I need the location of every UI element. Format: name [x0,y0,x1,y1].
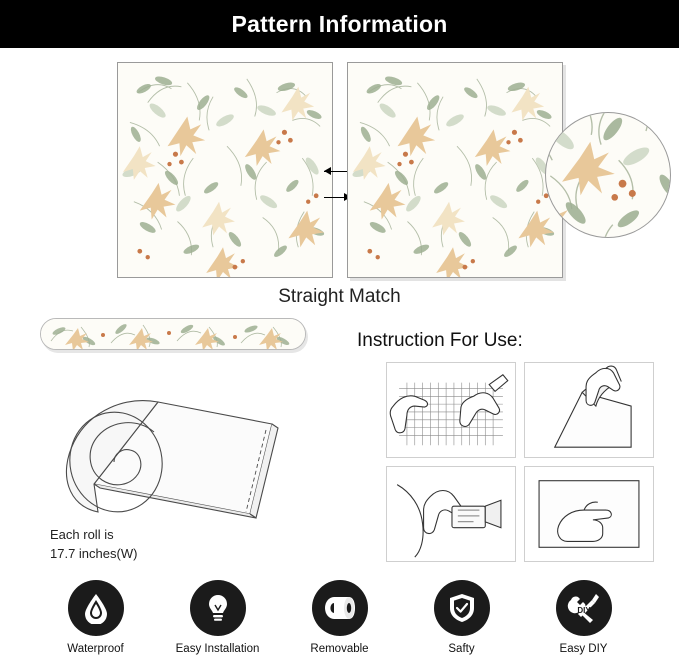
floral-pattern-left [118,63,332,277]
instruction-step-press-flat [524,466,654,562]
feature-removable [290,580,390,655]
pattern-panel-left-wrap [117,62,333,278]
wrench-screwdriver-icon [567,592,601,624]
press-flat-illustration [525,467,653,561]
tape-roll-icon [323,593,357,623]
light-bulb-icon [203,592,233,624]
roll-caption-line1: Each roll is [50,527,114,542]
feature-easy-diy [534,580,634,655]
feature-badges [0,580,679,655]
water-drop-icon [81,592,111,624]
feature-safty [412,580,512,655]
floral-pattern-right [348,63,562,277]
instructions-grid [386,362,654,562]
feature-waterproof [46,580,146,655]
page-header [0,0,679,48]
feature-label: Easy DIY [559,643,608,655]
easy-installation-badge [190,580,246,636]
pattern-panel-left [117,62,333,278]
floral-pattern-strip [41,319,306,350]
roll-caption-line2: 17.7 inches(W) [50,546,138,561]
pattern-strip-sample [40,318,306,350]
feature-label: Waterproof [67,643,124,655]
page-title: Pattern Information [231,10,448,37]
instructions-title: Instruction For Use: [357,330,523,351]
feature-label: Safty [448,643,475,655]
instruction-step-peel-backing [524,362,654,458]
feature-label: Easy Installation [175,643,260,655]
measure-and-cut-illustration [387,363,515,457]
instruction-step-apply-and-smooth [386,466,516,562]
diy-badge-text: DIY [576,606,591,615]
roll-caption [50,525,137,563]
easy-diy-badge [556,580,612,636]
peel-backing-illustration [525,363,653,457]
pattern-match-section [0,48,679,307]
instruction-step-measure-and-cut [386,362,516,458]
pattern-panel-right-wrap [347,62,563,278]
apply-and-smooth-illustration [387,467,515,561]
pattern-panel-right [347,62,563,278]
feature-label: Removable [310,643,369,655]
removable-badge [312,580,368,636]
waterproof-badge [68,580,124,636]
match-type-label: Straight Match [278,286,401,307]
pattern-zoom-circle [545,112,671,238]
safty-badge [434,580,490,636]
shield-icon [448,592,476,624]
feature-easy-installation [168,580,268,655]
floral-pattern-zoom [545,112,671,238]
